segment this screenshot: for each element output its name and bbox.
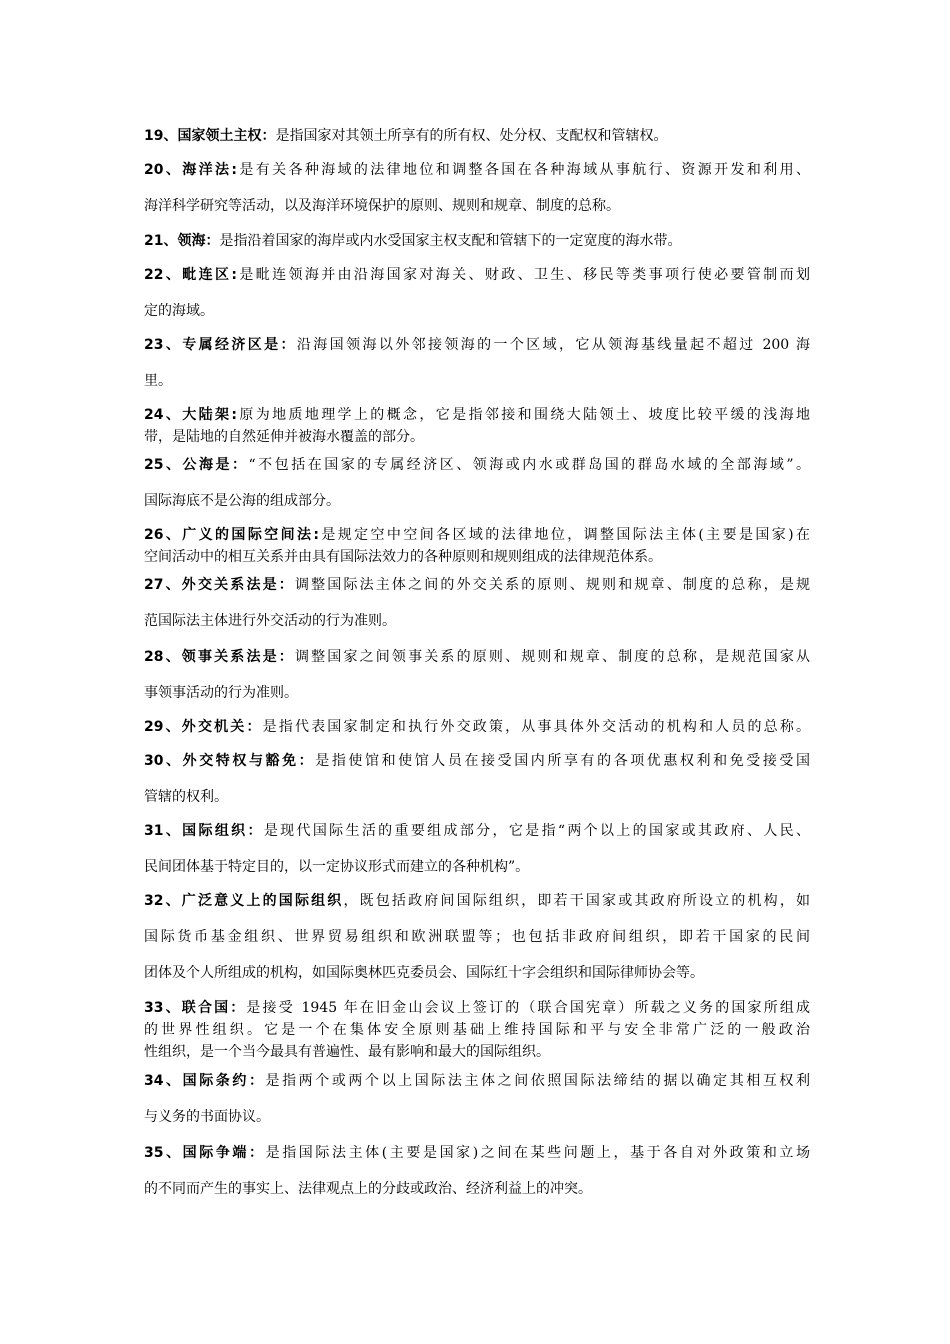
definition-text: 定的海域。 [144,303,214,319]
definition-text: 是指沿着国家的海岸或内水受国家主权支配和管辖下的一定宽度的海水带。 [219,233,682,249]
entry-line [144,293,810,329]
definition-text: 民间团体基于特定目的，以一定协议形式而建立的各种机构”。 [144,859,530,875]
definition-text: 调整国际法主体之间的外交关系的原则、规则和规章、制度的总称，是规 [294,577,811,593]
entry-line [144,1171,810,1207]
entry-32 [144,883,810,991]
term: 33、联合国： [144,1000,247,1016]
definition-text: 与义务的书面协议。 [144,1109,270,1125]
entry-line [144,743,810,779]
entry-line [144,1135,810,1171]
entry-line [144,603,810,639]
definition-text: 性组织，是一个当今最具有普遍性、最有影响和最大的国际组织。 [144,1044,550,1060]
entry-25 [144,447,810,519]
term: 28、领事关系法是： [144,649,295,665]
entry-33 [144,997,810,1063]
entry-line [144,447,810,483]
term: 24、大陆架: [144,407,237,423]
entry-29 [144,709,810,745]
definition-text: 空间活动中的相互关系并由具有国际法效力的各种原则和规则组成的法律规范体系。 [144,549,662,565]
definition-text: 的不同而产生的事实上、法律观点上的分歧或政治、经济利益上的冲突。 [144,1181,592,1197]
definition-text: 管辖的权利。 [144,789,228,805]
entry-20 [144,152,810,224]
entry-line [144,1019,810,1041]
entry-35 [144,1135,810,1207]
term: 31、国际组织： [144,823,264,839]
entry-line [144,524,810,546]
entry-line [144,404,810,426]
definition-text: 原为地质地理学上的概念，它是指邻接和围绕大陆领土、坡度比较平缓的浅海地 [236,407,810,423]
definition-text: 是指代表国家制定和执行外交政策，从事具体外交活动的机构和人员的总称。 [262,719,810,735]
definition-text: 国际海底不是公海的组成部分。 [144,493,340,509]
definition-text: 范国际法主体进行外交活动的行为准则。 [144,613,396,629]
term: 34、国际条约： [144,1073,266,1089]
term: 23、专属经济区是： [144,337,297,353]
term: 25、公海是： [144,457,249,473]
entry-line [144,709,810,745]
entry-26 [144,524,810,568]
term: 27、外交关系法是： [144,577,295,593]
definition-text: 团体及个人所组成的机构，如国际奥林匹克委员会、国际红十字会组织和国际律师协会等。 [144,965,704,981]
entry-line [144,152,810,188]
definition-text: ，既包括政府间国际组织，即若干国家或其政府所设立的机构，如 [343,893,810,909]
term: 30、外交特权与豁免： [144,753,316,769]
definition-text: “不包括在国家的专属经济区、领海或内水或群岛国的群岛水域的全部海域”。 [248,457,811,473]
definition-text: 是指使馆和使馆人员在接受国内所享有的各项优惠权利和免受接受国 [315,753,811,769]
entry-line [144,919,810,955]
entry-line [144,955,810,991]
term: 29、外交机关： [144,719,263,735]
definition-text: 是指两个或两个以上国际法主体之间依照国际法缔结的据以确定其相互权利 [265,1073,811,1089]
entry-line [144,567,810,603]
entry-27 [144,567,810,639]
term: 26、广义的国际空间法: [144,527,319,543]
entry-19 [144,118,810,154]
entry-28 [144,639,810,711]
entry-line [144,675,810,711]
entry-line [144,1063,810,1099]
entry-line [144,849,810,885]
definition-text: 沿海国领海以外邻接领海的一个区域，它从领海基线量起不超过 200 海 [296,337,810,353]
term: 35、国际争端： [144,1145,266,1161]
entry-line [144,883,810,919]
term: 20、海洋法: [144,162,237,178]
entry-line [144,813,810,849]
definition-text: 的世界性组织。它是一个在集体安全原则基础上维持国际和平与安全非常广泛的一般政治 [144,1022,810,1038]
entry-24 [144,404,810,448]
entry-22 [144,257,810,329]
entry-30 [144,743,810,815]
entry-line [144,1099,810,1135]
definition-text: 是指国家对其领土所享有的所有权、处分权、支配权和管辖权。 [275,128,668,144]
definition-text: 里。 [144,373,172,389]
term: 21、领海： [144,233,220,249]
entry-line [144,327,810,363]
entry-line [144,483,810,519]
entry-line [144,118,810,154]
entry-23 [144,327,810,399]
definition-text: 海洋科学研究等活动，以及海洋环境保护的原则、规则和规章、制度的总称。 [144,198,620,214]
definition-text: 是现代国际生活的重要组成部分，它是指“两个以上的国家或其政府、人民、 [263,823,811,839]
entry-line [144,1041,810,1063]
definition-text: 是接受 1945 年在旧金山会议上签订的（联合国宪章）所载之义务的国家所组成 [246,1000,810,1016]
entry-line [144,639,810,675]
entry-line [144,188,810,224]
definition-text: 国际货币基金组织、世界贸易组织和欧洲联盟等；也包括非政府间组织，即若干国家的民间 [144,929,810,945]
entry-line [144,779,810,815]
definition-text: 是毗连领海并由沿海国家对海关、财政、卫生、移民等类事项行使必要管制而划 [236,267,810,283]
definition-text: 事领事活动的行为准则。 [144,685,298,701]
entry-line [144,223,810,259]
definition-text: 带，是陆地的自然延伸并被海水覆盖的部分。 [144,429,424,445]
entry-line [144,997,810,1019]
entry-line [144,257,810,293]
entry-line [144,546,810,568]
entry-21 [144,223,810,259]
entry-34 [144,1063,810,1135]
term: 19、国家领土主权： [144,128,276,144]
entry-31 [144,813,810,885]
definition-text: 调整国家之间领事关系的原则、规则和规章、制度的总称，是规范国家从 [294,649,811,665]
definition-text: 是指国际法主体(主要是国家)之间在某些问题上，基于各自对外政策和立场 [265,1145,811,1161]
entry-line [144,363,810,399]
term: 32、广泛意义上的国际组织 [144,893,344,909]
definition-text: 是有关各种海域的法律地位和调整各国在各种海域从事航行、资源开发和利用、 [236,162,810,178]
entry-line [144,426,810,448]
term: 22、毗连区: [144,267,237,283]
definition-text: 是规定空中空间各区域的法律地位，调整国际法主体(主要是国家)在 [318,527,810,543]
